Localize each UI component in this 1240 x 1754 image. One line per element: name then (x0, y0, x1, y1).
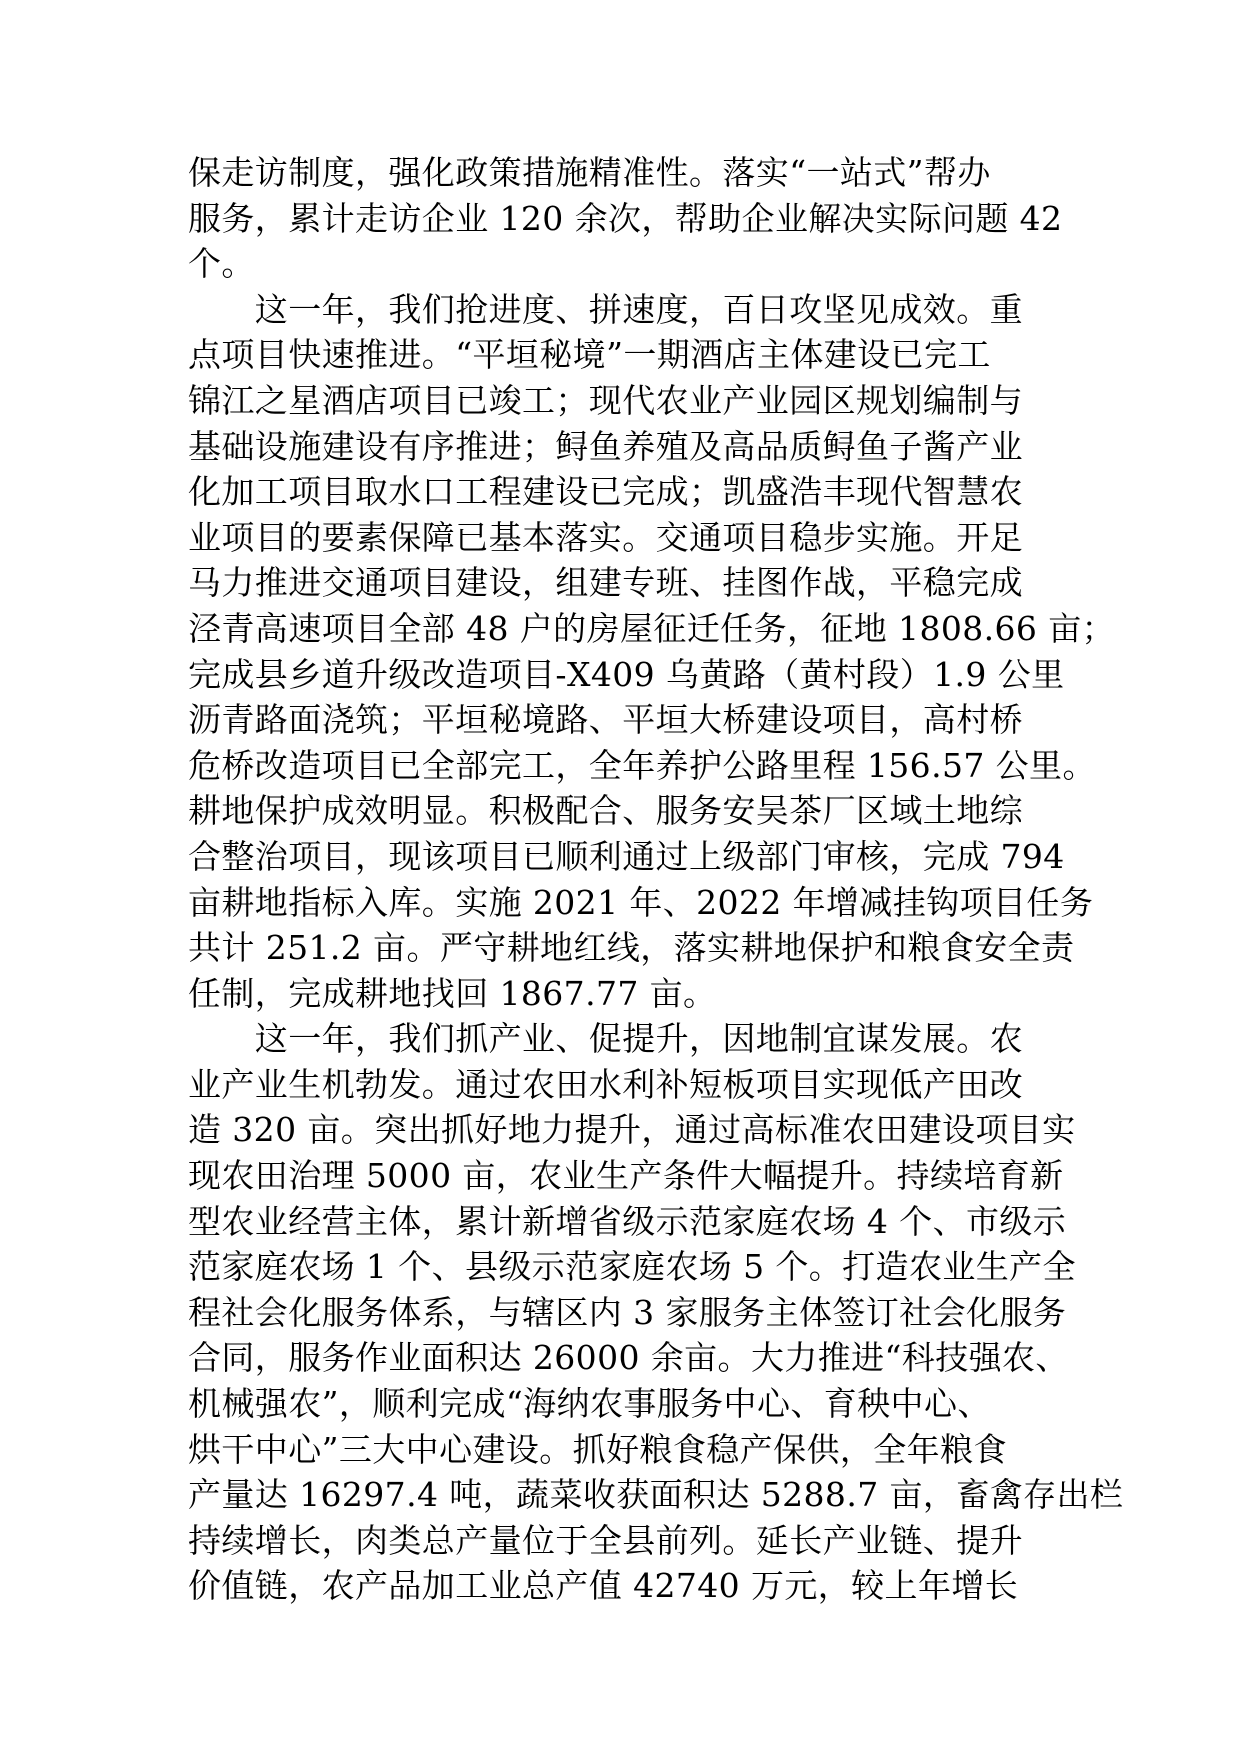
text-line: 任制，完成耕地找回 1867.77 亩。 (188, 973, 717, 1013)
text-line: 合同，服务作业面积达 26000 余亩。大力推进“科技强农、 (188, 1338, 1069, 1378)
text-line: 沥青路面浇筑；平垣秘境路、平垣大桥建设项目，高村桥 (188, 700, 1023, 740)
text-line: 马力推进交通项目建设，组建专班、挂图作战，平稳完成 (188, 563, 1023, 603)
text-line: 合整治项目，现该项目已顺利通过上级部门审核，完成 794 (188, 836, 1065, 876)
text-line: 范家庭农场 1 个、县级示范家庭农场 5 个。打造农业生产全 (188, 1247, 1076, 1287)
text-line: 业项目的要素保障已基本落实。交通项目稳步实施。开足 (188, 517, 1023, 557)
text-line: 业产业生机勃发。通过农田水利补短板项目实现低产田改 (188, 1064, 1023, 1104)
text-line: 产量达 16297.4 吨，蔬菜收获面积达 5288.7 亩，畜禽存出栏 (188, 1475, 1124, 1515)
text-line: 共计 251.2 亩。严守耕地红线，落实耕地保护和粮食安全责 (188, 928, 1075, 968)
text-line: 基础设施建设有序推进；鲟鱼养殖及高品质鲟鱼子酱产业 (188, 426, 1023, 466)
text-line: 服务，累计走访企业 120 余次，帮助企业解决实际问题 42 (188, 198, 1063, 238)
text-line: 危桥改造项目已全部完工，全年养护公路里程 156.57 公里。 (188, 745, 1096, 785)
text-line: 锦江之星酒店项目已竣工；现代农业产业园区规划编制与 (188, 380, 1023, 420)
text-line: 耕地保护成效明显。积极配合、服务安吴茶厂区域土地综 (188, 791, 1023, 831)
text-line: 程社会化服务体系，与辖区内 3 家服务主体签订社会化服务 (188, 1292, 1067, 1332)
text-line: 保走访制度，强化政策措施精准性。落实“一站式”帮办 (188, 153, 991, 192)
text-line: 这一年，我们抢进度、拼速度，百日攻坚见成效。重 (188, 289, 1023, 329)
text-line: 现农田治理 5000 亩，农业生产条件大幅提升。持续培育新 (188, 1156, 1064, 1196)
text-line: 造 320 亩。突出抓好地力提升，通过高标准农田建设项目实 (188, 1110, 1076, 1150)
text-line: 完成县乡道升级改造项目-X409 乌黄路（黄村段）1.9 公里 (188, 654, 1065, 694)
text-line: 价值链，农产品加工业总产值 42740 万元，较上年增长 (188, 1566, 1019, 1606)
text-line: 机械强农”，顺利完成“海纳农事服务中心、育秧中心、 (188, 1384, 991, 1424)
text-line: 型农业经营主体，累计新增省级示范家庭农场 4 个、市级示 (188, 1201, 1067, 1241)
text-line: 化加工项目取水口工程建设已完成；凯盛浩丰现代智慧农 (188, 472, 1023, 512)
text-line: 亩耕地指标入库。实施 2021 年、2022 年增减挂钩项目任务 (188, 882, 1094, 922)
body-text (188, 150, 1124, 1609)
text-line: 这一年，我们抓产业、促提升，因地制宜谋发展。农 (188, 1019, 1023, 1059)
text-line: 个。 (188, 244, 255, 284)
text-line: 持续增长，肉类总产量位于全县前列。延长产业链、提升 (188, 1520, 1023, 1560)
text-line: 烘干中心”三大中心建设。抓好粮食稳产保供，全年粮食 (188, 1429, 1007, 1469)
text-line: 点项目快速推进。“平垣秘境”一期酒店主体建设已完工 (188, 335, 991, 375)
text-line: 泾青高速项目全部 48 户的房屋征迁任务，征地 1808.66 亩； (188, 608, 1116, 648)
